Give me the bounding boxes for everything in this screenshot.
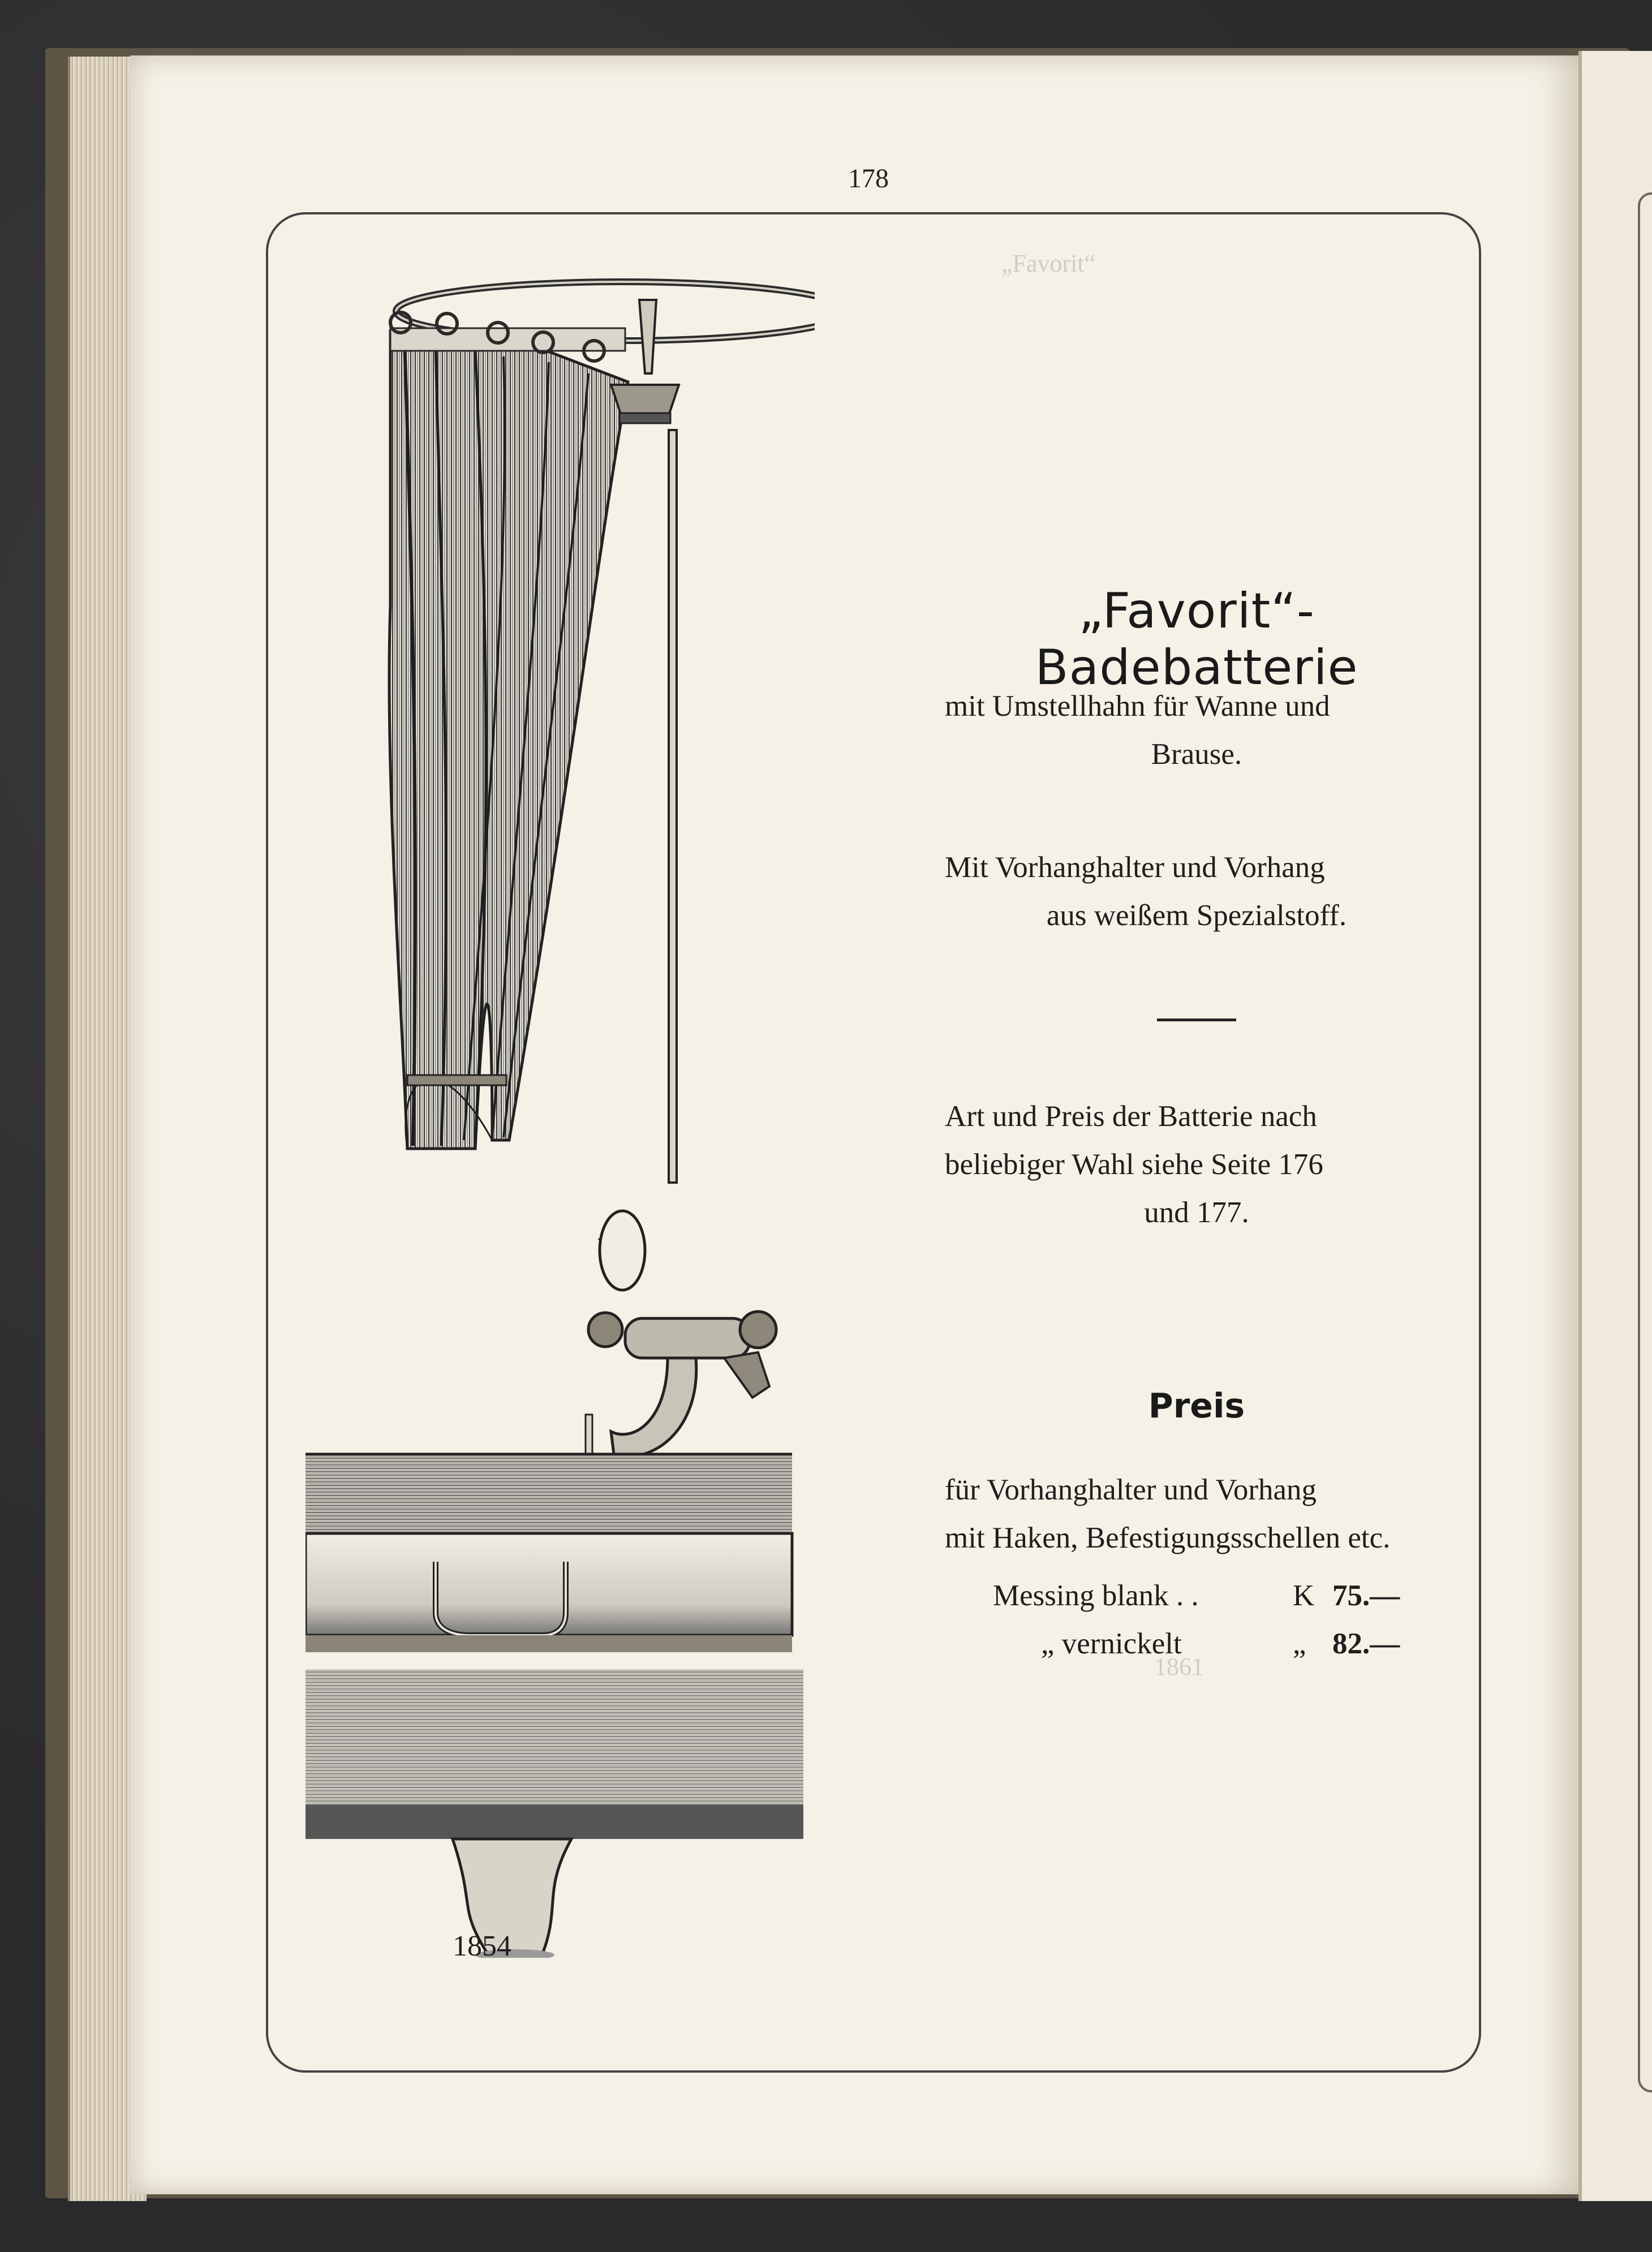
description-line-5: Art und Preis der Batterie nach [945,1100,1317,1133]
catalog-number: 1854 [453,1930,511,1962]
product-title: „Favorit“-Badebatterie [1035,583,1358,696]
shower-head [611,300,679,423]
curtain [389,328,628,1149]
price-row-currency: K [1293,1579,1315,1612]
description-line-7: und 177. [1144,1196,1249,1229]
description-line-3: Mit Vorhanghalter und Vorhang [945,851,1325,884]
next-page-frame [1638,192,1652,2092]
show-through-text: „Favorit“ [1001,250,1096,277]
price-intro-line-1: für Vorhanghalter und Vorhang [945,1473,1317,1506]
price-row-currency-2: „ [1293,1627,1306,1660]
price-row-value-2: 82.— [1332,1627,1400,1660]
price-intro-line-2: mit Haken, Befestigungsschellen etc. [945,1522,1391,1554]
section-divider [1157,1018,1236,1021]
price-heading: Preis [1148,1386,1245,1426]
price-row-label: Messing blank . . [993,1579,1199,1612]
faucet-mixer [588,1211,776,1456]
riser-pipe [669,430,677,1183]
description-line-1: mit Umstellhahn für Wanne und [945,690,1330,723]
shower-curtain-illustration [306,266,815,1958]
page-number: 178 [848,164,889,194]
bathtub [306,1454,803,1958]
description-line-6: beliebiger Wahl siehe Seite 176 [945,1148,1323,1181]
description-line-2: Brause. [1151,738,1242,771]
price-row-label-2: „ vernickelt [1041,1627,1182,1660]
price-row-value: 75.— [1332,1579,1400,1612]
description-line-4: aus weißem Spezialstoff. [1046,899,1347,932]
show-through-text-2: 1861 [1154,1653,1204,1681]
